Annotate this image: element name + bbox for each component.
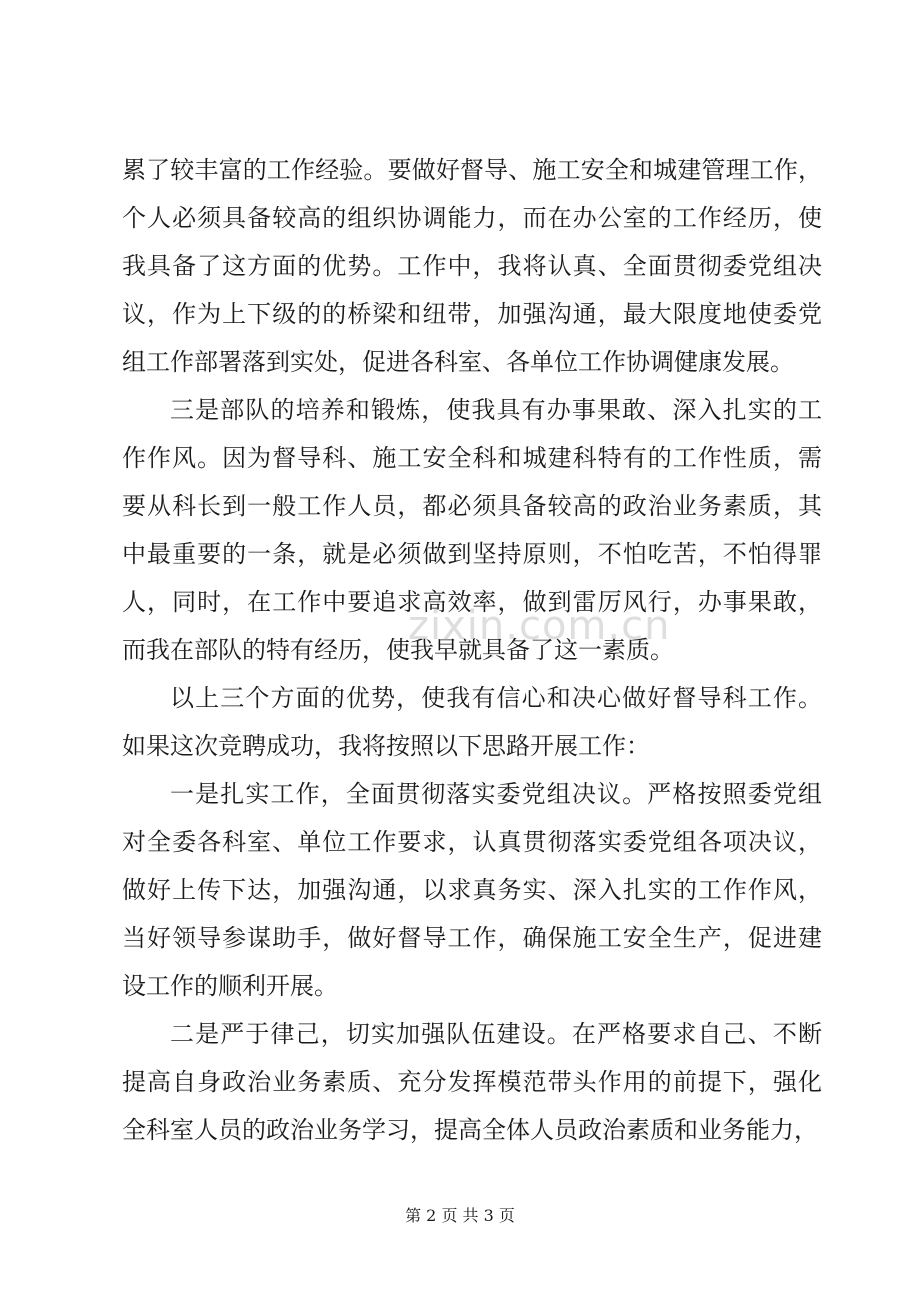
paragraph [122,386,822,674]
text-line: 对全委各科室、单位工作要求，认真贯彻落实委党组各项决议， [122,828,822,856]
text-line: 而我在部队的特有经历，使我早就具备了这一素质。 [122,636,674,664]
text-line: 做好上传下达，加强沟通，以求真务实、深入扎实的工作作风， [122,876,822,904]
text-line: 三是部队的培养和锻炼，使我具有办事果敢、深入扎实的工 [170,396,822,424]
text-line: 个人必须具备较高的组织协调能力，而在办公室的工作经历，使 [122,204,822,232]
text-line: 作作风。因为督导科、施工安全科和城建科特有的工作性质，需 [122,444,822,472]
text-line: 以上三个方面的优势，使我有信心和决心做好督导科工作。 [170,684,822,712]
page-footer: 第 2 页 共 3 页 [405,1206,515,1225]
text-line: 如果这次竞聘成功，我将按照以下思路开展工作： [122,732,650,760]
text-line: 中最重要的一条，就是必须做到坚持原则，不怕吃苦，不怕得罪 [122,540,822,568]
text-line: 要从科长到一般工作人员，都必须具备较高的政治业务素质，其 [122,492,822,520]
paragraph [122,770,822,1010]
text-line: 议，作为上下级的的桥梁和纽带，加强沟通，最大限度地使委党 [122,300,822,328]
text-line: 一是扎实工作，全面贯彻落实委党组决议。严格按照委党组 [170,780,822,808]
text-line: 累了较丰富的工作经验。要做好督导、施工安全和城建管理工作， [122,156,822,184]
text-line: 我具备了这方面的优势。工作中，我将认真、全面贯彻委党组决 [122,252,822,280]
paragraph [122,674,822,770]
text-line: 当好领导参谋助手，做好督导工作，确保施工安全生产，促进建 [122,924,822,952]
text-line: 全科室人员的政治业务学习，提高全体人员政治素质和业务能力， [122,1116,818,1144]
paragraph [122,146,822,386]
paragraph [122,1010,822,1154]
watermark: zixin.com.cn [408,603,671,649]
text-line: 提高自身政治业务素质、充分发挥模范带头作用的前提下，强化 [122,1068,822,1096]
text-line: 设工作的顺利开展。 [122,972,338,1000]
text-line: 人，同时，在工作中要追求高效率，做到雷厉风行，办事果敢， [122,588,822,616]
text-line: 组工作部署落到实处，促进各科室、各单位工作协调健康发展。 [122,348,794,376]
body-text [122,146,822,1154]
text-line: 二是严于律己，切实加强队伍建设。在严格要求自己、不断 [170,1020,822,1048]
